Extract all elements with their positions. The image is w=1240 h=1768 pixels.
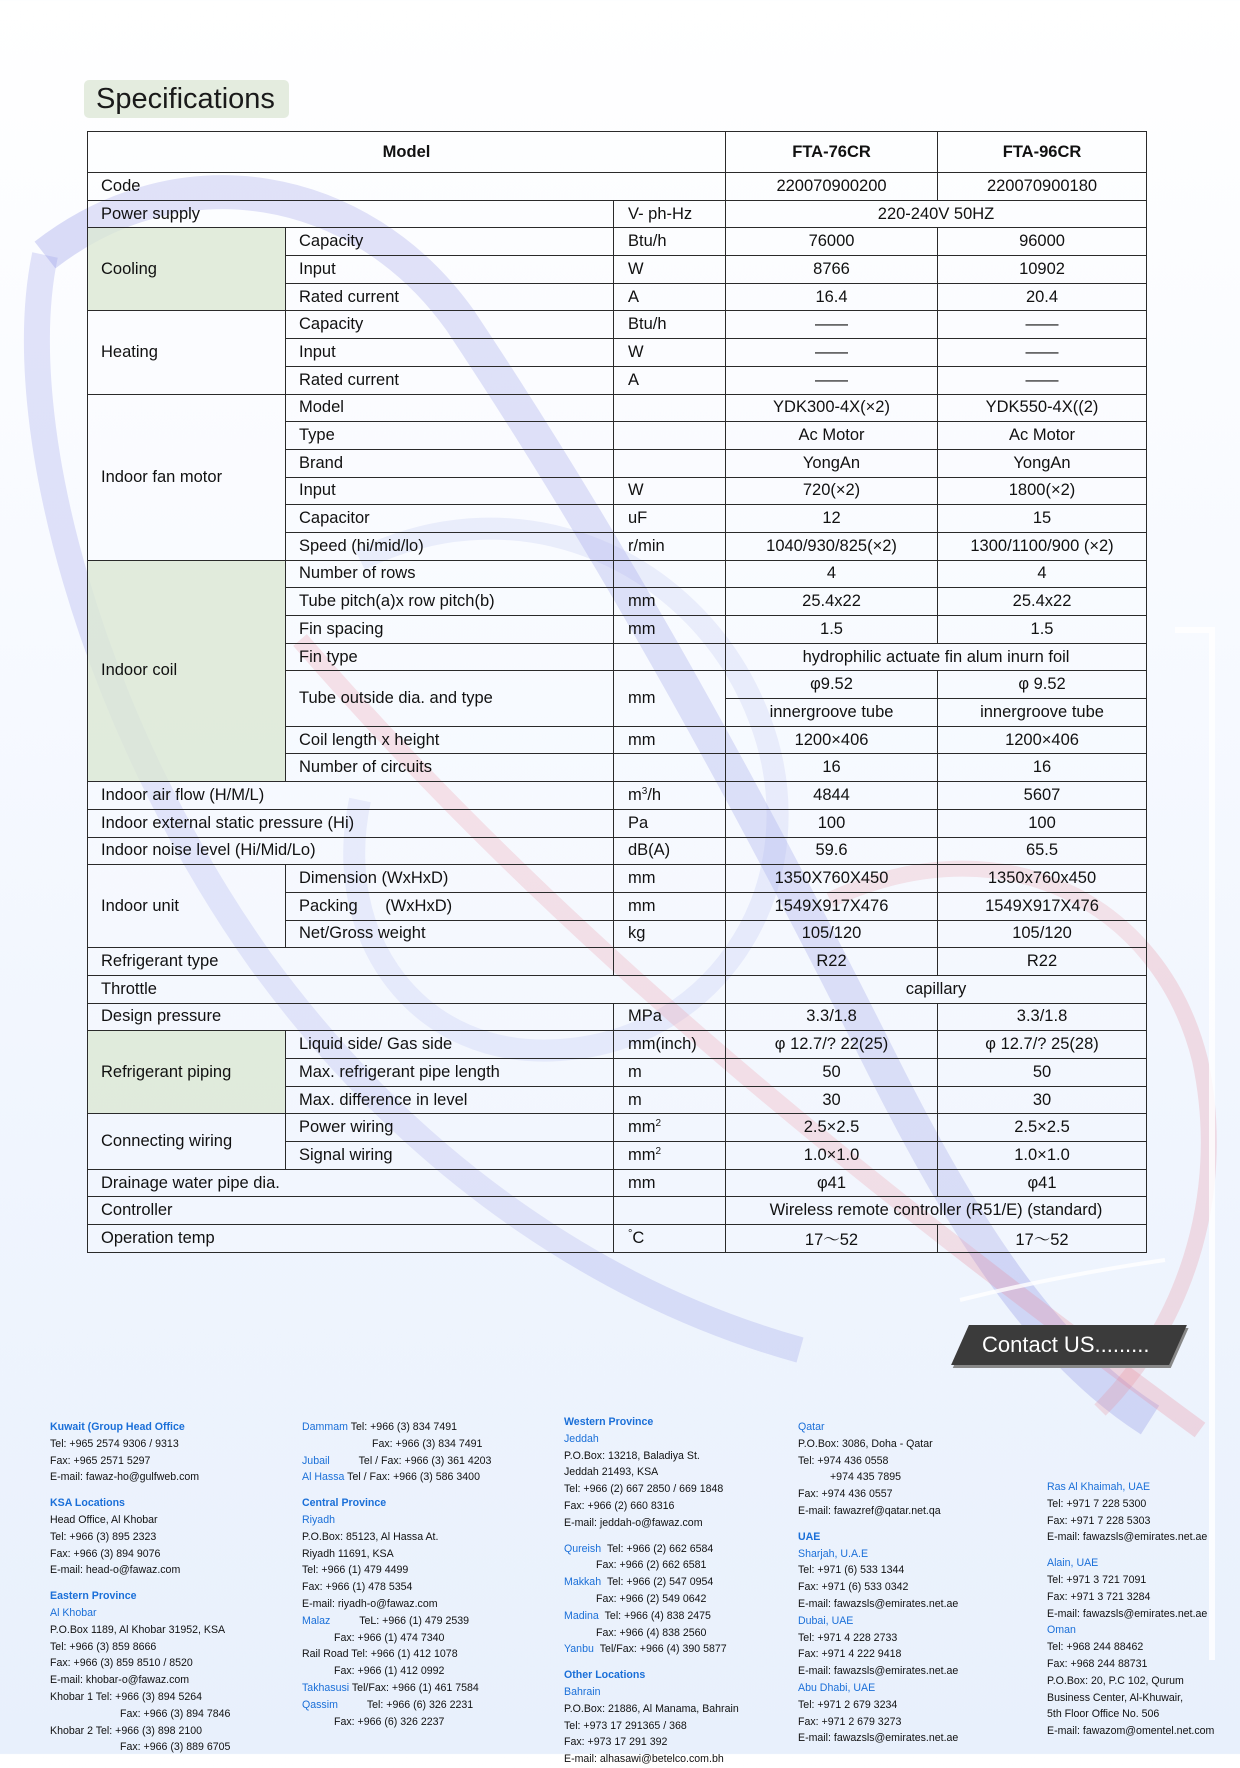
contact-column-uae-oman	[1047, 1479, 1214, 1740]
office-heading: Qatar	[798, 1421, 825, 1433]
unit-superscript: 2	[655, 1118, 662, 1130]
group-label: Refrigerant piping	[88, 1031, 286, 1114]
value-cell: 15	[938, 505, 1147, 533]
value-cell: ——	[938, 311, 1147, 339]
value-cell: 720(×2)	[726, 477, 938, 505]
contact-line: Fax: +966 (3) 894 9076	[50, 1547, 161, 1560]
row-label: Rated current	[286, 366, 614, 394]
value-cell: 1549X917X476	[726, 892, 938, 920]
value-cell: 16.4	[726, 283, 938, 311]
value-cell: 4844	[726, 782, 938, 810]
contact-line: Head Office, Al Khobar	[50, 1513, 158, 1526]
contact-line: Fax: +966 (3) 894 7846	[120, 1707, 231, 1720]
row-label: Max. refrigerant pipe length	[286, 1059, 614, 1087]
value-cell: 1.5	[726, 616, 938, 644]
contact-line: E-mail: fawazsls@emirates.net.ae	[798, 1665, 959, 1678]
unit-cell	[614, 754, 726, 782]
office-city: Takhasusi	[302, 1681, 350, 1694]
value-cell: 25.4x22	[726, 588, 938, 616]
contact-line: Fax: +966 (6) 326 2237	[334, 1715, 445, 1728]
table-row	[88, 560, 1147, 588]
row-label: Refrigerant type	[88, 948, 614, 976]
value-cell: YDK300-4X(×2)	[726, 394, 938, 422]
office-heading: Western Province	[564, 1416, 654, 1428]
row-label: Number of rows	[286, 560, 614, 588]
contact-line: Tel: +966 (4) 838 2475	[604, 1609, 711, 1622]
contact-line: E-mail: fawaz-ho@gulfweb.com	[50, 1471, 200, 1484]
row-label: Dimension (WxHxD)	[286, 865, 614, 893]
unit-cell: Pa	[614, 809, 726, 837]
unit-cell: kg	[614, 920, 726, 948]
row-label: Capacity	[286, 311, 614, 339]
office-city: Jubail	[302, 1454, 330, 1467]
contact-line: E-mail: fawazsls@emirates.net.ae	[1047, 1607, 1208, 1620]
unit-cell	[614, 1197, 726, 1225]
unit-cell: W	[614, 256, 726, 284]
value-cell: 8766	[726, 256, 938, 284]
contact-line: Fax: +966 (1) 474 7340	[334, 1631, 445, 1644]
office-city: Bahrain	[564, 1685, 601, 1698]
contact-line: Fax: +966 (3) 834 7491	[372, 1437, 483, 1450]
value-cell: 20.4	[938, 283, 1147, 311]
group-label: Indoor unit	[88, 865, 286, 948]
unit-cell: mm	[614, 892, 726, 920]
table-row	[88, 975, 1147, 1003]
value-cell: 76000	[726, 228, 938, 256]
value-cell: innergroove tube	[726, 699, 938, 727]
row-label: Input	[286, 477, 614, 505]
value-cell: 1800(×2)	[938, 477, 1147, 505]
unit-cell: Btu/h	[614, 311, 726, 339]
row-label: Type	[286, 422, 614, 450]
value-cell: φ 12.7/? 25(28)	[938, 1031, 1147, 1059]
unit-cell	[614, 1142, 726, 1170]
contact-line: 5th Floor Office No. 506	[1047, 1708, 1160, 1721]
contact-line: E-mail: head-o@fawaz.com	[50, 1564, 181, 1577]
value-cell: 1.0×1.0	[938, 1142, 1147, 1170]
value-cell: 16	[938, 754, 1147, 782]
value-cell: φ41	[726, 1169, 938, 1197]
contact-line: Fax: +968 244 88731	[1047, 1657, 1148, 1670]
value-cell: R22	[938, 948, 1147, 976]
office-heading: Kuwait (Group Head Office	[50, 1421, 185, 1433]
row-label: Speed (hi/mid/lo)	[286, 532, 614, 560]
table-row	[88, 809, 1147, 837]
value-cell: R22	[726, 948, 938, 976]
contact-line: P.O.Box: 85123, Al Hassa At.	[302, 1530, 439, 1543]
table-row	[88, 200, 1147, 228]
office-heading: Eastern Province	[50, 1590, 137, 1603]
office-heading: Other Locations	[564, 1669, 646, 1682]
value-cell: Wireless remote controller (R51/E) (standard)	[726, 1197, 1147, 1225]
contact-line: Fax: +966 (1) 478 5354	[302, 1581, 413, 1594]
contact-line: P.O.Box 1189, Al Khobar 31952, KSA	[50, 1623, 226, 1636]
contact-line: E-mail: khobar-o@fawaz.com	[50, 1674, 190, 1687]
row-label: Signal wiring	[286, 1142, 614, 1170]
value-cell: 105/120	[726, 920, 938, 948]
value-cell: 2.5×2.5	[938, 1114, 1147, 1142]
value-cell: 17～52	[726, 1225, 938, 1253]
table-row	[88, 1197, 1147, 1225]
contact-line: P.O.Box: 13218, Baladiya St.	[564, 1449, 700, 1462]
contact-line: Fax: +966 (2) 549 0642	[596, 1592, 707, 1605]
value-cell: 105/120	[938, 920, 1147, 948]
unit-cell: A	[614, 283, 726, 311]
value-cell: 50	[726, 1059, 938, 1087]
contact-line: Tel: +971 4 228 2733	[798, 1631, 898, 1644]
unit-superscript: 2	[655, 1145, 662, 1157]
contact-line: Tel: +974 436 0558	[798, 1454, 889, 1467]
row-label: Code	[88, 173, 726, 201]
contact-us-label: Contact US.........	[982, 1332, 1150, 1357]
contact-line: Fax: +966 (2) 662 6581	[596, 1559, 707, 1572]
value-cell: 1549X917X476	[938, 892, 1147, 920]
contact-line: Tel: +973 17 291365 / 368	[564, 1719, 687, 1732]
row-label: Drainage water pipe dia.	[88, 1169, 614, 1197]
unit-superscript: 3	[641, 785, 648, 797]
contact-line: Tel: +971 (6) 533 1344	[798, 1564, 905, 1577]
contact-line: TeL: +966 (1) 479 2539	[359, 1614, 470, 1627]
group-label: Indoor fan motor	[88, 394, 286, 560]
value-cell: 1200×406	[938, 726, 1147, 754]
contact-line: Tel / Fax: +966 (3) 361 4203	[358, 1454, 492, 1467]
contact-line: E-mail: fawazsls@emirates.net.ae	[798, 1732, 959, 1745]
row-label: Tube pitch(a)x row pitch(b)	[286, 588, 614, 616]
value-cell: 5607	[938, 782, 1147, 810]
unit-cell: mm(inch)	[614, 1031, 726, 1059]
row-label: Model	[286, 394, 614, 422]
value-cell: 10902	[938, 256, 1147, 284]
office-city: Al Hassa	[302, 1471, 345, 1484]
table-row	[88, 311, 1147, 339]
value-cell: 1.0×1.0	[726, 1142, 938, 1170]
unit-cell	[614, 1114, 726, 1142]
value-cell: 1.5	[938, 616, 1147, 644]
office-city: Sharjah, U.A.E	[798, 1547, 869, 1560]
value-cell: 65.5	[938, 837, 1147, 865]
unit-base: m	[628, 785, 642, 804]
row-label: Brand	[286, 449, 614, 477]
contact-line: E-mail: riyadh-o@fawaz.com	[302, 1597, 438, 1610]
unit-cell: mm	[614, 616, 726, 644]
contact-line: Tel/Fax: +966 (1) 461 7584	[351, 1681, 479, 1694]
value-cell: 17～52	[938, 1225, 1147, 1253]
value-cell: 1200×406	[726, 726, 938, 754]
group-label: Connecting wiring	[88, 1114, 286, 1169]
table-row	[88, 782, 1147, 810]
office-city: Jeddah	[564, 1432, 599, 1445]
row-label: Capacity	[286, 228, 614, 256]
row-label: Liquid side/ Gas side	[286, 1031, 614, 1059]
contact-line: Khobar 1 Tel: +966 (3) 894 5264	[50, 1690, 203, 1703]
office-city: Malaz	[302, 1614, 331, 1627]
table-row	[88, 1225, 1147, 1253]
unit-cell: V- ph-Hz	[614, 200, 726, 228]
contact-column-western-bahrain	[564, 1414, 739, 1768]
value-cell: 3.3/1.8	[726, 1003, 938, 1031]
unit-cell	[614, 394, 726, 422]
office-city: Alain, UAE	[1047, 1557, 1099, 1570]
table-row	[88, 837, 1147, 865]
value-cell: ——	[726, 339, 938, 367]
table-row	[88, 1031, 1147, 1059]
row-label: Input	[286, 256, 614, 284]
contact-line: Business Center, Al-Khuwair,	[1047, 1691, 1184, 1704]
value-cell: ——	[726, 311, 938, 339]
office-heading: UAE	[798, 1530, 821, 1543]
value-cell: 96000	[938, 228, 1147, 256]
unit-cell: m	[614, 1086, 726, 1114]
table-row	[88, 394, 1147, 422]
contact-line: Fax: +966 (2) 660 8316	[564, 1499, 675, 1512]
header-col1: FTA-76CR	[726, 132, 938, 173]
header-col2: FTA-96CR	[938, 132, 1147, 173]
value-cell: ——	[726, 366, 938, 394]
contact-line: E-mail: fawazsls@emirates.net.ae	[1047, 1531, 1208, 1544]
value-cell: 1350X760X450	[726, 865, 938, 893]
contact-line: Fax: +966 (4) 838 2560	[596, 1626, 707, 1639]
row-label: Net/Gross weight	[286, 920, 614, 948]
office-city: Dammam	[302, 1421, 348, 1433]
row-label: Throttle	[88, 975, 726, 1003]
row-label: Packing (WxHxD)	[286, 892, 614, 920]
contact-line: Tel: +966 (2) 667 2850 / 669 1848	[564, 1483, 724, 1496]
office-city: Al Khobar	[50, 1606, 97, 1619]
contact-line: Fax: +966 (1) 412 0992	[334, 1665, 445, 1678]
row-label: Indoor external static pressure (Hi)	[88, 809, 614, 837]
contact-line: Tel: +971 7 228 5300	[1047, 1497, 1147, 1510]
value-cell: 220-240V 50HZ	[726, 200, 1147, 228]
unit-cell: mm	[614, 726, 726, 754]
value-cell: φ 9.52	[938, 671, 1147, 699]
contact-line: Fax: +971 (6) 533 0342	[798, 1581, 909, 1594]
header-model: Model	[88, 132, 726, 173]
value-cell: 100	[726, 809, 938, 837]
contact-line: Tel: +966 (2) 662 6584	[606, 1542, 714, 1555]
contact-line: Khobar 2 Tel: +966 (3) 898 2100	[50, 1724, 203, 1737]
unit-cell	[614, 948, 726, 976]
value-cell: 16	[726, 754, 938, 782]
page-title: Specifications	[84, 80, 289, 118]
contact-line: E-mail: alhasawi@betelco.com.bh	[564, 1753, 724, 1766]
contact-line: Fax: +971 7 228 5303	[1047, 1514, 1151, 1527]
contact-line: Tel: +966 (3) 834 7491	[350, 1421, 457, 1433]
row-label: Coil length x height	[286, 726, 614, 754]
table-row	[88, 1169, 1147, 1197]
contact-line: Fax: +966 (3) 859 8510 / 8520	[50, 1657, 193, 1670]
contact-line: Fax: +971 4 222 9418	[798, 1648, 902, 1661]
group-label: Indoor coil	[88, 560, 286, 782]
unit-cell: r/min	[614, 532, 726, 560]
table-row	[88, 1003, 1147, 1031]
row-label: Controller	[88, 1197, 614, 1225]
value-cell: 59.6	[726, 837, 938, 865]
office-city: Madina	[564, 1609, 599, 1622]
unit-cell: mm	[614, 588, 726, 616]
value-cell: ——	[938, 339, 1147, 367]
value-cell: 100	[938, 809, 1147, 837]
contact-line: Tel/Fax: +966 (4) 390 5877	[599, 1643, 727, 1656]
table-row	[88, 228, 1147, 256]
value-cell: 2.5×2.5	[726, 1114, 938, 1142]
value-cell: Ac Motor	[726, 422, 938, 450]
unit-cell: W	[614, 339, 726, 367]
unit-cell: mm	[614, 865, 726, 893]
row-label: Tube outside dia. and type	[286, 671, 614, 726]
value-cell: 4	[726, 560, 938, 588]
contact-line: P.O.Box: 3086, Doha - Qatar	[798, 1437, 933, 1450]
contact-line: Tel: +966 (3) 895 2323	[50, 1530, 157, 1543]
contact-line: Tel: +966 (6) 326 2231	[366, 1698, 474, 1711]
value-cell: φ41	[938, 1169, 1147, 1197]
contact-line: P.O.Box: 21886, Al Manama, Bahrain	[564, 1702, 739, 1715]
unit-base: mm	[628, 1145, 656, 1164]
contact-line: E-mail: jeddah-o@fawaz.com	[564, 1516, 703, 1529]
table-row	[88, 948, 1147, 976]
contact-column-qatar-uae	[798, 1419, 958, 1747]
unit-cell: W	[614, 477, 726, 505]
contact-column-ksa-cities	[302, 1419, 491, 1730]
value-cell: 25.4x22	[938, 588, 1147, 616]
unit-cell	[614, 782, 726, 810]
office-city: Ras Al Khaimah, UAE	[1047, 1481, 1151, 1493]
degree-symbol: °	[628, 1228, 633, 1241]
contact-line: E-mail: fawazom@omentel.net.com	[1047, 1725, 1215, 1738]
contact-line: Fax: +965 2571 5297	[50, 1454, 151, 1467]
contact-line: +974 435 7895	[830, 1471, 901, 1484]
row-label: Capacitor	[286, 505, 614, 533]
contact-line: E-mail: fawazsls@emirates.net.ae	[798, 1597, 959, 1610]
unit-tail: C	[632, 1229, 645, 1248]
table-row	[88, 173, 1147, 201]
value-cell: φ9.52	[726, 671, 938, 699]
contact-line: Fax: +971 3 721 3284	[1047, 1590, 1151, 1603]
contact-line: Tel: +971 3 721 7091	[1047, 1573, 1147, 1586]
contact-line: Fax: +971 2 679 3273	[798, 1715, 902, 1728]
value-cell: YDK550-4X((2)	[938, 394, 1147, 422]
spec-table	[87, 131, 1147, 1253]
row-label: Power supply	[88, 200, 614, 228]
unit-cell: uF	[614, 505, 726, 533]
value-cell: ——	[938, 366, 1147, 394]
office-city: Qureish	[564, 1542, 602, 1555]
contact-line: Jeddah 21493, KSA	[564, 1466, 659, 1479]
unit-tail: /h	[647, 785, 662, 804]
contact-line: Fax: +966 (3) 889 6705	[120, 1741, 231, 1754]
value-cell: 1350x760x450	[938, 865, 1147, 893]
office-city: Makkah	[564, 1576, 602, 1589]
unit-cell: mm	[614, 1169, 726, 1197]
contact-line: Tel: +966 (1) 479 4499	[302, 1564, 409, 1577]
table-row	[88, 865, 1147, 893]
row-label: Fin spacing	[286, 616, 614, 644]
value-cell: 220070900180	[938, 173, 1147, 201]
value-cell: 4	[938, 560, 1147, 588]
contact-line: Tel / Fax: +966 (3) 586 3400	[347, 1471, 480, 1484]
row-label: Operation temp	[88, 1225, 614, 1253]
value-cell: 220070900200	[726, 173, 938, 201]
value-cell: YongAn	[938, 449, 1147, 477]
office-city: Riyadh	[302, 1513, 335, 1526]
row-label: Rated current	[286, 283, 614, 311]
office-heading: Oman	[1047, 1624, 1076, 1637]
value-cell: 50	[938, 1059, 1147, 1087]
office-city: Abu Dhabi, UAE	[798, 1681, 876, 1694]
unit-cell: MPa	[614, 1003, 726, 1031]
value-cell: 3.3/1.8	[938, 1003, 1147, 1031]
contact-line: Tel: +965 2574 9306 / 9313	[50, 1437, 179, 1450]
unit-cell: Btu/h	[614, 228, 726, 256]
office-city: Yanbu	[564, 1643, 594, 1656]
office-heading: Central Province	[302, 1497, 387, 1510]
row-label: Max. difference in level	[286, 1086, 614, 1114]
value-cell: 1300/1100/900 (×2)	[938, 532, 1147, 560]
unit-cell	[614, 1225, 726, 1253]
value-cell: 30	[726, 1086, 938, 1114]
office-city: Qassim	[302, 1698, 338, 1711]
value-cell: capillary	[726, 975, 1147, 1003]
value-cell: Ac Motor	[938, 422, 1147, 450]
contact-column-kuwait-ksa	[50, 1419, 230, 1756]
table-row	[88, 1114, 1147, 1142]
unit-cell	[614, 560, 726, 588]
row-label: Indoor noise level (Hi/Mid/Lo)	[88, 837, 614, 865]
unit-base: mm	[628, 1118, 656, 1137]
contact-line: Tel: +971 2 679 3234	[798, 1698, 898, 1711]
unit-cell: mm	[614, 671, 726, 726]
office-city: Dubai, UAE	[798, 1614, 854, 1627]
unit-cell	[614, 643, 726, 671]
unit-cell	[614, 449, 726, 477]
contact-line: Fax: +973 17 291 392	[564, 1736, 668, 1749]
value-cell: 1040/930/825(×2)	[726, 532, 938, 560]
value-cell: hydrophilic actuate fin alum inurn foil	[726, 643, 1147, 671]
office-heading: KSA Locations	[50, 1497, 125, 1510]
row-label: Number of circuits	[286, 754, 614, 782]
unit-cell	[614, 422, 726, 450]
contact-line: Tel: +966 (3) 859 8666	[50, 1640, 157, 1653]
value-cell: 30	[938, 1086, 1147, 1114]
contact-line: Riyadh 11691, KSA	[302, 1547, 394, 1560]
row-label: Design pressure	[88, 1003, 614, 1031]
contact-line: E-mail: fawazref@qatar.net.qa	[798, 1504, 941, 1517]
unit-cell: m	[614, 1059, 726, 1087]
value-cell: 12	[726, 505, 938, 533]
value-cell: φ 12.7/? 22(25)	[726, 1031, 938, 1059]
row-label: Power wiring	[286, 1114, 614, 1142]
row-label: Fin type	[286, 643, 614, 671]
contact-line: Fax: +974 436 0557	[798, 1488, 893, 1501]
contact-line: P.O.Box: 20, P.C 102, Qurum	[1047, 1674, 1184, 1687]
value-cell: innergroove tube	[938, 699, 1147, 727]
row-label: Input	[286, 339, 614, 367]
unit-cell: A	[614, 366, 726, 394]
contact-line: Rail Road Tel: +966 (1) 412 1078	[302, 1648, 458, 1661]
value-cell: YongAn	[726, 449, 938, 477]
contact-line: Tel: +968 244 88462	[1047, 1641, 1144, 1654]
group-label: Cooling	[88, 228, 286, 311]
table-header-row	[88, 132, 1147, 173]
contact-line: Tel: +966 (2) 547 0954	[606, 1576, 714, 1589]
group-label: Heating	[88, 311, 286, 394]
unit-cell: dB(A)	[614, 837, 726, 865]
row-label: Indoor air flow (H/M/L)	[88, 782, 614, 810]
